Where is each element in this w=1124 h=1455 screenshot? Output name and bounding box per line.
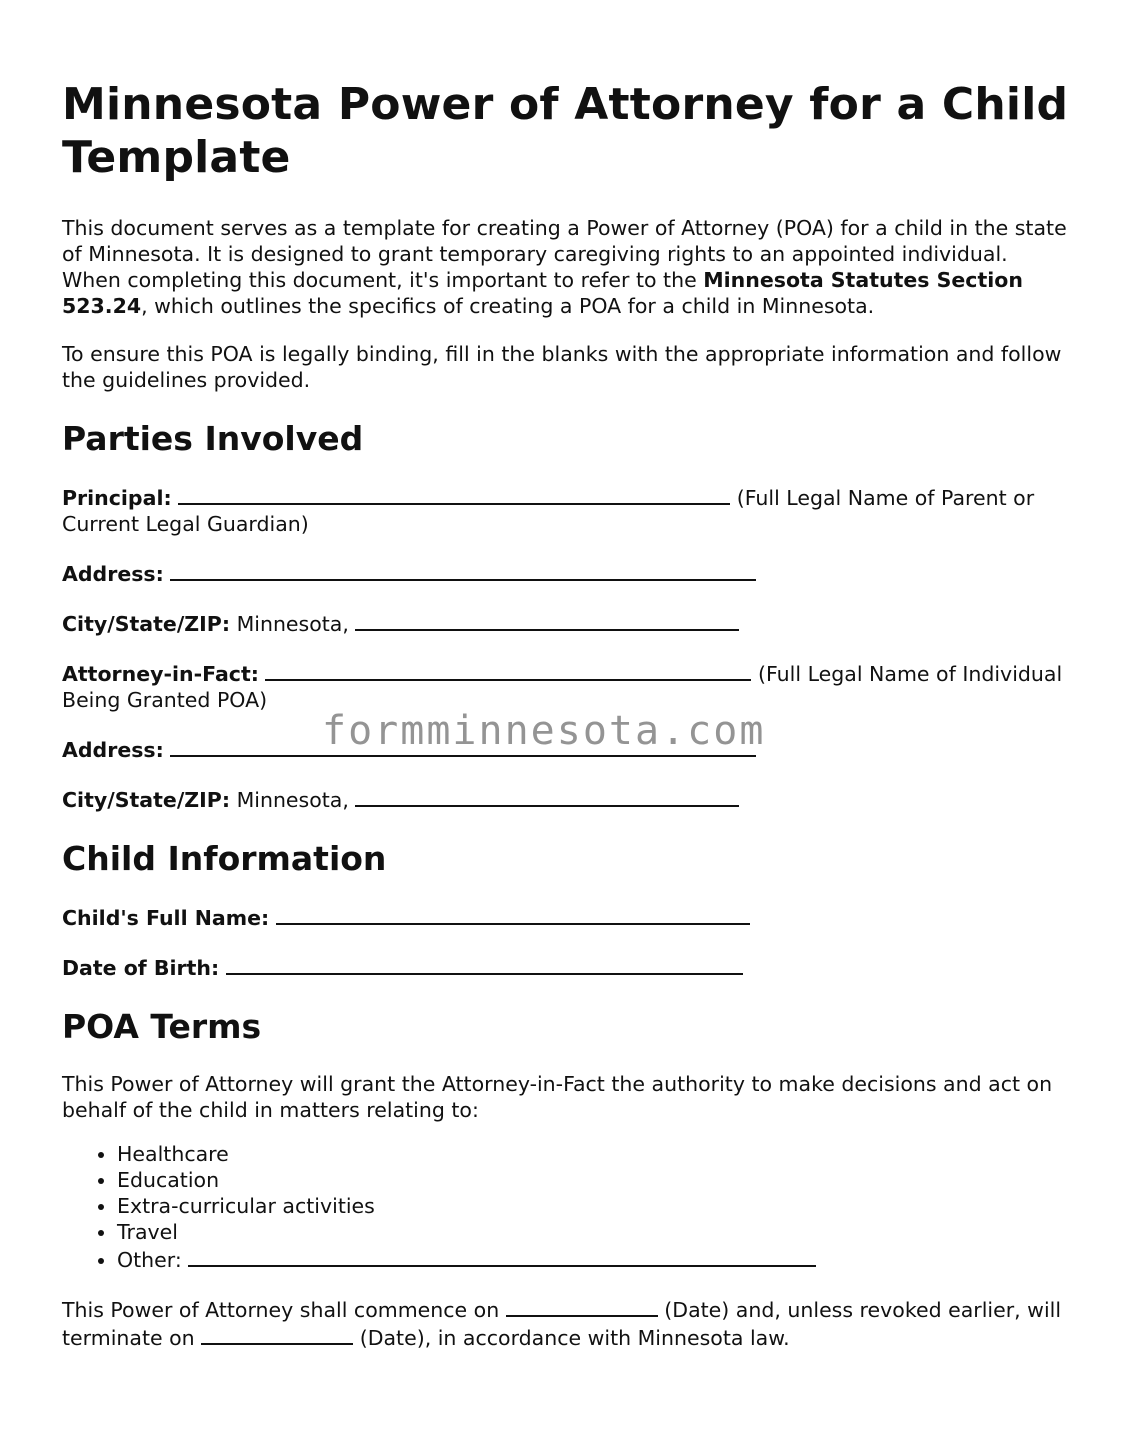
attorney-note: (Full Legal Name of Individual Being Granted POA) bbox=[62, 662, 1063, 712]
intro-text-1: This document serves as a template for creating a Power of Attorney (POA) for a child in the state of Minnesota. It is designed to grant temporary caregiving rights to an appointed individual. When completing this document, it's important to refer to the bbox=[62, 216, 1067, 292]
attorney-city-field bbox=[62, 785, 1072, 813]
child-name-label: Child's Full Name: bbox=[62, 906, 270, 930]
dob-field bbox=[62, 953, 1072, 981]
commence-date-blank[interactable] bbox=[506, 1295, 658, 1317]
dob-label: Date of Birth: bbox=[62, 956, 220, 980]
commence-text-3: (Date), in accordance with Minnesota law. bbox=[359, 1326, 790, 1350]
document-title: Minnesota Power of Attorney for a Child Template bbox=[62, 79, 1069, 183]
principal-address-field bbox=[62, 559, 1072, 587]
watermark: formminnesota.com bbox=[322, 708, 766, 754]
terms-heading: POA Terms bbox=[62, 1007, 262, 1046]
term-dates-paragraph bbox=[62, 1295, 1072, 1351]
attorney-address-field bbox=[62, 735, 1072, 763]
list-item-other bbox=[117, 1245, 1072, 1273]
other-label: Other: bbox=[117, 1248, 182, 1272]
dob-blank[interactable] bbox=[226, 953, 743, 975]
attorney-field bbox=[62, 659, 1072, 713]
principal-field bbox=[62, 483, 1072, 537]
principal-city-field bbox=[62, 609, 1072, 637]
intro-text-2: , which outlines the specifics of creating a POA for a child in Minnesota. bbox=[141, 294, 875, 318]
principal-note: (Full Legal Name of Parent or Current Legal Guardian) bbox=[62, 486, 1035, 536]
list-item: • Healthcare bbox=[117, 1141, 1072, 1167]
other-blank[interactable] bbox=[188, 1245, 816, 1267]
attorney-label: Attorney-in-Fact: bbox=[62, 662, 259, 686]
principal-city-blank[interactable] bbox=[355, 609, 739, 631]
instructions-paragraph: To ensure this POA is legally binding, fill in the blanks with the appropriate information and follow the guidelines provided. bbox=[62, 342, 1062, 392]
attorney-city-label: City/State/ZIP: bbox=[62, 788, 231, 812]
attorney-city-blank[interactable] bbox=[355, 785, 739, 807]
attorney-blank[interactable] bbox=[265, 659, 751, 681]
attorney-address-blank[interactable] bbox=[170, 735, 756, 757]
principal-city-label: City/State/ZIP: bbox=[62, 612, 231, 636]
intro-paragraph bbox=[62, 215, 1072, 319]
child-heading: Child Information bbox=[62, 839, 387, 878]
child-name-field bbox=[62, 903, 1072, 931]
parties-heading: Parties Involved bbox=[62, 419, 364, 458]
principal-label: Principal: bbox=[62, 486, 172, 510]
child-name-blank[interactable] bbox=[276, 903, 750, 925]
attorney-address-label: Address: bbox=[62, 738, 164, 762]
principal-blank[interactable] bbox=[178, 483, 730, 505]
terms-intro: This Power of Attorney will grant the Attorney-in-Fact the authority to make decisions and act on behalf of the child in matters relating to: bbox=[62, 1072, 1053, 1122]
principal-city-value: Minnesota, bbox=[236, 612, 349, 636]
attorney-city-value: Minnesota, bbox=[236, 788, 349, 812]
terminate-date-blank[interactable] bbox=[201, 1323, 353, 1345]
principal-address-blank[interactable] bbox=[170, 559, 756, 581]
list-item: • Extra-curricular activities bbox=[117, 1193, 1072, 1219]
document-page bbox=[62, 78, 1072, 1373]
commence-text-2: (Date) and, unless revoked earlier, will terminate on bbox=[62, 1298, 1062, 1350]
principal-address-label: Address: bbox=[62, 562, 164, 586]
statute-reference: Minnesota Statutes Section 523.24 bbox=[62, 268, 1023, 318]
list-item: • Education bbox=[117, 1167, 1072, 1193]
terms-list bbox=[62, 1141, 1072, 1273]
list-item: • Travel bbox=[117, 1219, 1072, 1245]
commence-text-1: This Power of Attorney shall commence on bbox=[62, 1298, 500, 1322]
